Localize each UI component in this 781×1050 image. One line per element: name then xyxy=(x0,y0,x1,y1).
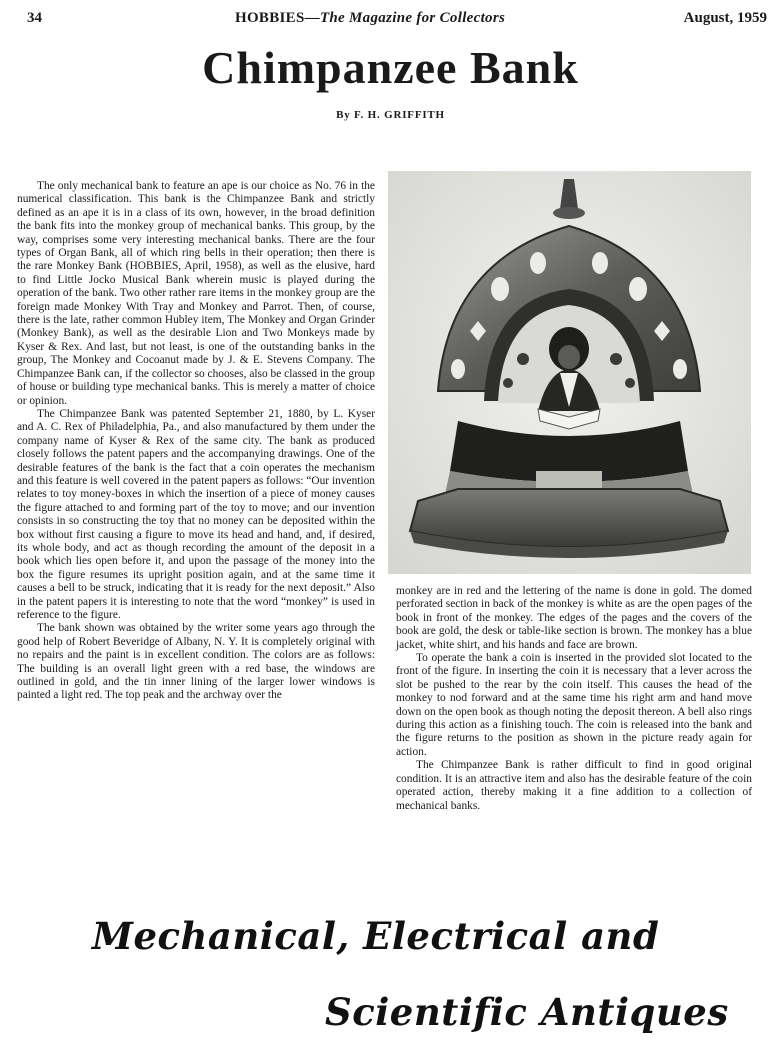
article-byline: By F. H. GRIFFITH xyxy=(336,109,445,121)
article-title: Chimpanzee Bank xyxy=(202,42,579,93)
chimpanzee-bank-photo xyxy=(388,171,751,574)
paragraph: monkey are in red and the lettering of the name is done in gold. The domed perforated section in back of the monkey is white as are the open pages of the book in front of the monkey. The edges of the pages and the covers of the book are gold, the desk or table-like section is brown. The monkey has a blue jacket, white shirt, and his hands and face are brown. xyxy=(396,585,752,651)
magazine-subtitle: The Magazine for Collectors xyxy=(319,10,506,26)
magazine-name xyxy=(235,10,505,27)
paragraph: The Chimpanzee Bank was patented September 21, 1880, by L. Kyser and A. C. Rex of Philadelphia, Pa., and also manufactured by them under the company name of Kyser & Rex of the same city. The bank as produced closely follows the patent papers and the accompanying drawings. One of the desirable features of the bank is the fact that a coin operates the mechanism and this feature is well covered in the patent papers as follows: “Our invention relates to toy money-boxes in which the insertion of a piece of money causes the figure attached to and forming part of the toy to move; and our invention consists in so constructing the toy that no money can be deposited within the box without first causing a figure to move its head and hand, and, if desired, its whole body, and act as though recording the amount of the deposit in a book which lies open before it, and upon the passage of the money into the box the figure resumes its upright position again, and at the same time it causes a bell to be struck, indicating that it is ready for the next deposit.” Also in the patent papers it is interesting to note that the word “monkey” is used in reference to the figure. xyxy=(17,407,375,621)
bank-illustration-icon xyxy=(388,171,751,574)
paragraph: To operate the bank a coin is inserted in the provided slot located to the front of the figure. In inserting the coin it is necessary that a lever across the slot be pushed to the rear by the coin itself. This causes the head of the monkey to nod forward and at the same time his right arm and hand move down on the open book as though noting the deposit thereon. A bell also rings during this action as a finishing touch. The coin is released into the bank and the figure returns to the position as shown in the picture ready again for action. xyxy=(396,652,752,758)
paragraph: The bank shown was obtained by the writer some years ago through the good help of Robert Beveridge of Albany, N. Y. It is completely original with no repairs and the paint is in excellent condition. The colors are as follows: The building is an overall light green with a red base, the windows are outlined in gold, and the tin inner lining of the larger lower windows is painted a light red. The top peak and the archway over the xyxy=(17,622,375,702)
antiques-banner xyxy=(0,908,781,1048)
paragraph: The Chimpanzee Bank is rather difficult to find in good original condition. It is an attractive item and also has the desirable feature of the coin operated action, thereby making it a fine addition to a collection of mechanical banks. xyxy=(396,759,752,812)
banner-line-1: Mechanical, Electrical and xyxy=(92,914,660,958)
banner-line-2: Scientific Antiques xyxy=(325,990,729,1034)
paragraph: The only mechanical bank to feature an ape is our choice as No. 76 in the numerical classification. This bank is the Chimpanzee Bank and strictly defined as an ape it is in a class of its own, however, in the broad definition the bank fits into the monkey group of mechanical banks. This group, by the way, comprises some very interesting mechanical banks. There are the four types of Organ Bank, all of which ring bells in their operation; then there is the rare Monkey Bank (HOBBIES, April, 1958), as well as the elusive, hard to find Little Jocko Musical Bank wherein music is played during the operation of the bank. Two other rather rare items in the monkey group are the foreign made Monkey With Tray and Monkey and Parrot. Then, of course, there is the late, rather common Hubley item, The Monkey and Organ Grinder (Monkey Bank), as well as the desirable Lion and Two Monkeys made by Kyser & Rex. And last, but not least, is one of the outstanding banks in the group, The Monkey and Cocoanut made by J. & E. Stevens Company. The Chimpanzee Bank can, if the collector so chooses, also be classed in the group of house or building type mechanical banks. This is merely a matter of choice or opinion. xyxy=(17,180,375,407)
magazine-title: HOBBIES— xyxy=(235,10,320,26)
issue-date: August, 1959 xyxy=(683,10,767,26)
running-header xyxy=(0,10,781,30)
left-column xyxy=(17,180,375,703)
page-number: 34 xyxy=(27,10,42,26)
right-column xyxy=(396,585,752,813)
